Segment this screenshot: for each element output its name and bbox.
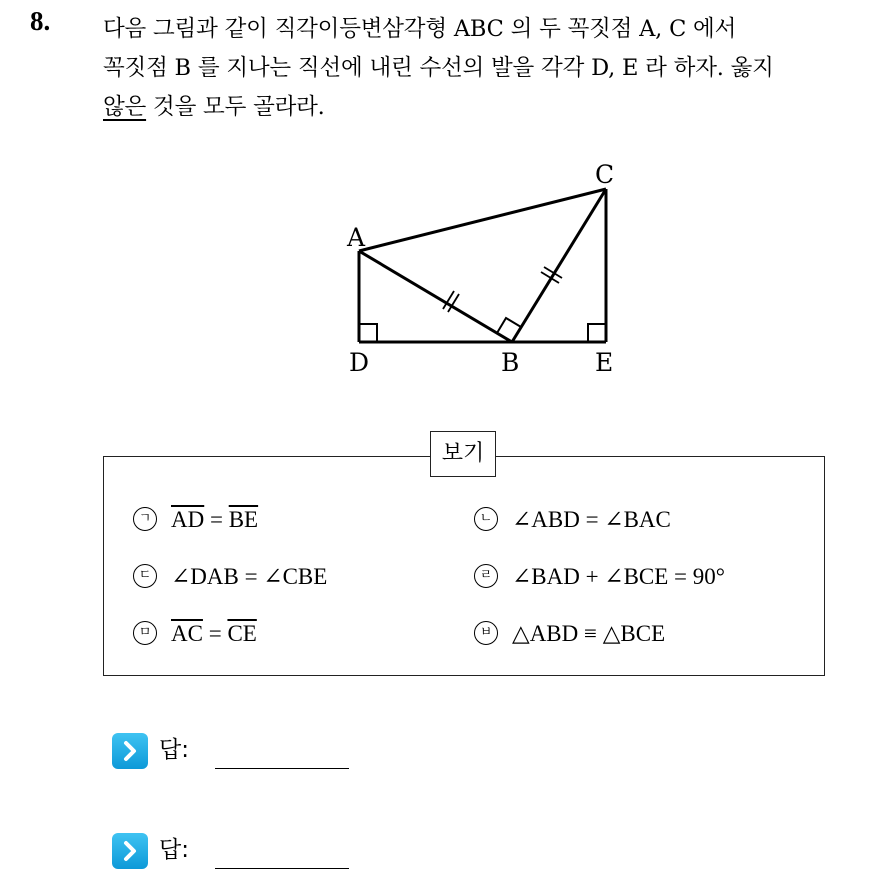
question-line-2: 꼭짓점 B 를 지나는 직선에 내린 수선의 발을 각각 D, E 라 하자. 옳지	[103, 55, 774, 81]
option-marker: ㄱ	[133, 507, 157, 531]
option-expression: ∠BAD + ∠BCE = 90°	[512, 564, 725, 589]
chevron-right-icon	[112, 833, 148, 869]
label-B: B	[501, 348, 520, 377]
label-A: A	[347, 223, 366, 252]
option-marker: ㄴ	[474, 507, 498, 531]
right-angle-mark-D	[359, 324, 377, 342]
segment-BC	[512, 189, 606, 342]
answer-label: 답:	[159, 737, 189, 763]
question-line-3-rest: 것을 모두 골라라.	[146, 94, 325, 120]
option-marker: ㄷ	[133, 564, 157, 588]
option-marker: ㅁ	[133, 621, 157, 645]
question-number: 8.	[30, 6, 51, 36]
label-D: D	[349, 348, 370, 377]
label-C: C	[595, 160, 615, 189]
triangle-figure	[330, 150, 640, 390]
segment-AC-text: $\overline{AC}$	[171, 621, 203, 646]
underlined-not: 않은	[103, 94, 147, 120]
option-nieun	[474, 505, 671, 535]
option-expression: ∠DAB = ∠CBE	[171, 564, 328, 589]
answer-input-2[interactable]	[215, 868, 349, 869]
option-expression: △ABD ≡ △BCE	[512, 621, 666, 646]
chevron-right-icon	[112, 733, 148, 769]
segment-BE-text: $\overline{BE}$	[228, 507, 259, 532]
option-giyeok	[133, 505, 258, 535]
answer-input-1[interactable]	[215, 768, 349, 769]
equals-sign: =	[202, 621, 228, 646]
question-line-3	[103, 88, 873, 127]
option-marker: ㄹ	[474, 564, 498, 588]
segment-AB	[359, 251, 512, 342]
option-expression: ∠ABD = ∠BAC	[512, 507, 671, 532]
option-mieum	[133, 619, 257, 649]
option-rieul	[474, 562, 725, 592]
answer-label: 답:	[159, 837, 189, 863]
question-line-1: 다음 그림과 같이 직각이등변삼각형 ABC 의 두 꼭짓점 A, C 에서	[103, 16, 737, 42]
bogi-title: 보기	[430, 431, 496, 477]
triangle-diagram	[330, 150, 640, 390]
segment-AC	[359, 189, 606, 251]
segment-CE-text: $\overline{CE}$	[227, 621, 257, 646]
label-E: E	[595, 348, 614, 377]
question-text	[103, 10, 873, 127]
segment-AD-text: $\overline{AD}$	[171, 507, 205, 532]
equals-sign: =	[204, 507, 229, 532]
option-marker: ㅂ	[474, 621, 498, 645]
right-angle-mark-E	[588, 324, 606, 342]
option-bieup	[474, 619, 665, 649]
option-digeut	[133, 562, 327, 592]
